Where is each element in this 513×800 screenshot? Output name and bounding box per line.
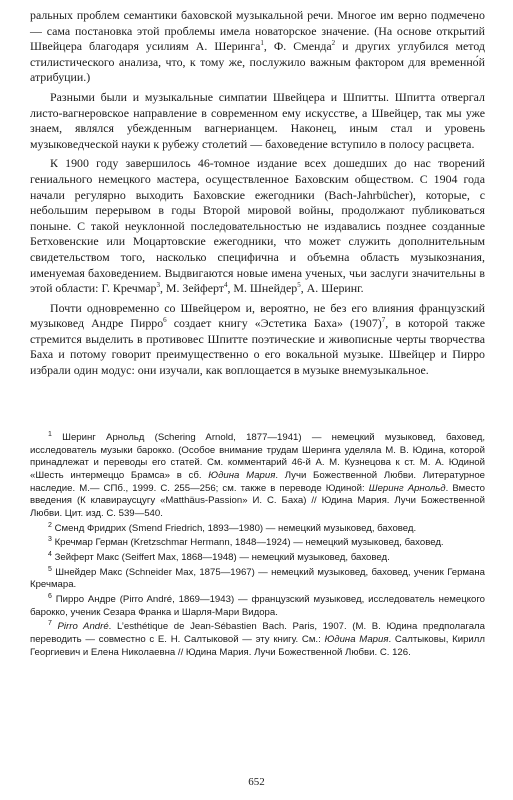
footnote-marker: 5	[48, 565, 52, 573]
footnote-marker: 2	[331, 39, 336, 48]
text-run: Разными были и музыкальные симпатии Швейцера и Шпитты. Шпитта отвергал листо-вагнеровское направление в современном ему искусстве, а Швейцер, так мы уже знаем, являлся убежденным вагнерианцем. Наконец, иным стал и уровень музыковедческой науки к рубежу столетий — баховедение вступило в полосу расцвета.	[30, 89, 485, 151]
text-run: Сменд Фридрих (Smend Friedrich, 1893—1980) — немецкий музыковед, баховед.	[51, 522, 417, 534]
footnote-marker: 7	[381, 316, 386, 325]
footnote-marker: 6	[163, 316, 167, 325]
text-run: . Лучи Божественной Любви. Литературное наследие. М.— СПб., 1999. С. 255—256; см. также в переводе Юдиной:	[30, 469, 485, 494]
footnote-marker: 3	[48, 536, 52, 544]
footnote-marker: 3	[156, 281, 160, 290]
text-run: Кречмар Герман (Kretzschmar Hermann, 1848—1924) — немецкий музыковед, баховед.	[51, 537, 444, 549]
footnotes	[30, 432, 485, 661]
text-run: К 1900 году завершилось 46-томное издание всех дошедших до нас творений гениального немецкого мастера, осуществленное Баховским обществом. С 1904 года начали регулярно выходить Баховские ежегодники (Bach-Jahrbücher), которые, с небольшим перерывом в годы Второй мировой войны, продолжают публиковаться поныне. С такой неуклонной последовательностью не издавались позднее созданные Бетховенские или Моцартовские ежегодники, что может служить дополнительным свидетельством того, насколько специфична и объемна область музыкознания, именуемая баховедением. Выдвигаются новые имена ученых, чьи заслуги значительны в этой области: Г. Кречмар	[30, 156, 485, 296]
text-run: Шеринг Арнольд (Schering Arnold, 1877—1941) — немецкий музыковед, баховед, исследователь музыки барокко. (Особое внимание трудам Шеринга уделяла М. В. Юдина, которой принадлежат и переводы его статей. См. комментарий 46-й А. М. Кузнецова к ст. М. А. Юдиной «Шесть интермеццо Брамса» в сб.	[30, 432, 485, 481]
text-run: , М. Шнейдер	[227, 281, 298, 296]
italic-text: Шеринг Арнольд	[368, 482, 446, 494]
paragraph	[30, 90, 485, 152]
italic-text: Юдина Мария	[208, 469, 276, 481]
italic-text: Юдина Мария	[324, 633, 389, 645]
paragraph	[30, 8, 485, 86]
footnote-marker: 6	[48, 592, 52, 600]
footnote	[30, 552, 485, 565]
text-run: , А. Шеринг.	[300, 281, 364, 296]
footnote	[30, 523, 485, 536]
text-run: Шнейдер Макс (Schneider Max, 1875—1967) — немецкий музыковед, баховед, ученик Германа Кречмара.	[30, 566, 485, 591]
text-run: ральных проблем семантики баховской музыкальной речи. Многое им верно подмечено — сама постановка этой проблемы имела новаторское значение. (На основе открытий Швейцера благодаря усилиям А. Шеринга	[30, 8, 485, 54]
text-run: создает книгу «Эстетика Баха» (1907)	[166, 316, 382, 331]
text-run: Пирро Андре (Pirro André, 1869—1943) — французский музыковед, исследователь немецкого барокко, ученик Сезара Франка и Шарля-Мари Видора.	[30, 593, 485, 618]
footnote	[30, 594, 485, 619]
footnote	[30, 432, 485, 521]
footnote-marker: 5	[297, 281, 301, 290]
text-run: . Вместо введения (К клавирауcцугу «Matthäus-Passion» И. С. Баха) // Юдина Мария. Лучи Божественной Любви. Цит. изд. С. 539—540.	[30, 482, 485, 519]
text-run: Почти одновременно со Швейцером и, вероятно, не без его влияния французский музыковед Андре Пирро	[30, 300, 485, 331]
footnote	[30, 567, 485, 592]
page-number: 652	[248, 776, 265, 788]
text-run: , Ф. Сменда	[263, 39, 332, 54]
text-run: и других углубился метод стилистического анализа, что, к тому же, послужило важным фактором для временно́й атрибуции.)	[30, 39, 485, 85]
paragraph	[30, 156, 485, 296]
main-text	[30, 8, 485, 383]
footnote	[30, 621, 485, 659]
footnote-marker: 2	[48, 521, 52, 529]
text-run: . L’esthétique de Jean-Sébastien Bach. Paris, 1907. (М. В. Юдина предполагала переводить — совместно с Е. Н. Салтыковой — эту книгу. См.:	[30, 621, 485, 645]
paragraph	[30, 301, 485, 379]
italic-text: Pirro André	[57, 621, 109, 633]
text-run: , в которой также стремится выделить в противовес Шпитте поэтические и живописные черты творчества Баха и потому говорит преимущественно о его вокальной музыке. Швейцер и Пирро избрали один модус: они изучали, как воплощается в музыке внемузыкальное.	[30, 316, 486, 378]
footnote	[30, 537, 485, 550]
text-run: , М. Зейферт	[159, 281, 224, 296]
text-run: Зейферт Макс (Seiffert Max, 1868—1948) — немецкий музыковед, баховед.	[51, 551, 390, 563]
footnote-marker: 4	[223, 281, 228, 290]
text-run: . Салтыковы, Кирилл Георгиевич и Елена Николаевна // Юдина Мария. Лучи Божественной Любви. С. 126.	[30, 633, 485, 658]
footnote-marker: 1	[260, 39, 264, 48]
footnote-marker: 4	[48, 550, 52, 558]
footnote-marker: 7	[48, 620, 52, 627]
footnote-marker: 1	[48, 430, 52, 438]
